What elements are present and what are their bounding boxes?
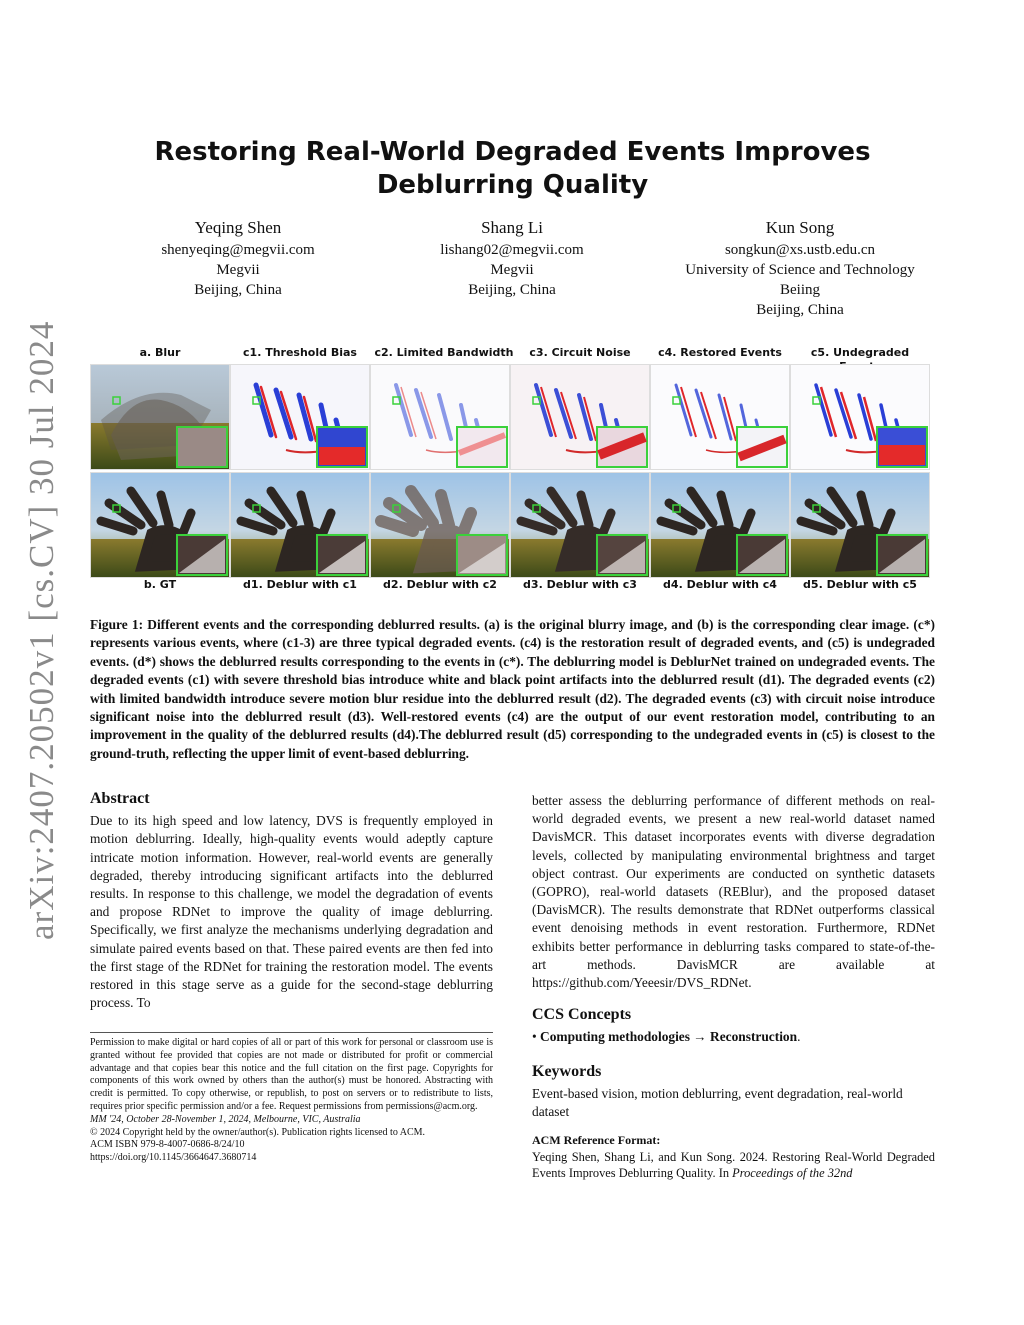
- ccs-bullet: •: [532, 1029, 541, 1045]
- doi-link[interactable]: https://doi.org/10.1145/3664647.3680714: [90, 1152, 257, 1164]
- panel-c4-events: [650, 364, 790, 470]
- panel-c1-events: [230, 364, 370, 470]
- label-a-blur: a. Blur: [139, 346, 181, 359]
- abstract-text-right: better assess the deblurring performance of different methods on real-world degraded events, we present a new real-world dataset named DavisMCR. This dataset incorporates events with diverse degradation levels, collected by manipulating environmental brightness and target object contrast. Our experiments are conducted on synthetic datasets (GOPRO), real-world datasets (REBlur), and the proposed dataset (DavisMCR). The results demonstrate that RDNet outperforms classical event denoising methods in event restoration. Furthermore, RDNet exhibits better performance in deblurring tasks compared to state-of-the-art methods. DavisMCR are available at https://github.com/Yeeesir/DVS_RDNet.: [532, 793, 935, 991]
- label-d5: d5. Deblur with c5: [803, 578, 917, 591]
- permission-footnote: [90, 1032, 493, 1165]
- label-c4: c4. Restored Events: [658, 346, 782, 359]
- panel-b-gt: [90, 472, 230, 578]
- author-name: Yeqing Shen: [194, 218, 282, 237]
- keywords-heading: Keywords: [532, 1062, 602, 1080]
- panel-d1-deblur: [230, 472, 370, 578]
- author-affiliation: Megvii: [490, 262, 534, 278]
- author-email: lishang02@megvii.com: [440, 242, 584, 258]
- label-d3: d3. Deblur with c3: [523, 578, 637, 591]
- panel-a-blur: [90, 364, 230, 470]
- author-3: [650, 216, 950, 320]
- right-column: [532, 792, 935, 1181]
- ccs-concepts: [532, 1028, 935, 1046]
- panel-c5-events: [790, 364, 930, 470]
- label-d4: d4. Deblur with c4: [663, 578, 777, 591]
- figure-caption: Figure 1: Different events and the corresponding deblurred results. (a) is the original blurry image, and (b) is the corresponding clear image. (c*) represents various events, where (c1-3) are three typical degraded events. (c4) is the restoration result of degraded events, and (c5) is undegraded events. (d*) shows the deblurred results corresponding to the events in (c*). The deblurring model is DeblurNet trained on undegraded events. The degraded events (c1) with severe threshold bias introduce white and black point artifacts into the deblurred result (d1). The degraded events (c2) with limited bandwidth introduce severe motion blur residue into the deblurred result (d2). The degraded events (c3) with circuit noise introduce significant noise into the deblurred result (d3). Well-restored events (c4) are the output of our event restoration model, contributing to an improvement in the quality of the deblurred results (d4).The deblurred result (d5) corresponding to the undegraded events in (c5) is closest to the ground-truth, reflecting the upper limit of event-based deblurring.: [90, 617, 935, 761]
- panel-c2-events: [370, 364, 510, 470]
- acm-ref-text-a: Yeqing Shen, Shang Li, and Kun Song. 2024. Restoring Real-World Degraded Events Improves Deblurring Quality. In: [532, 1150, 935, 1181]
- label-c3: c3. Circuit Noise: [529, 346, 631, 359]
- ccs-end: .: [797, 1029, 801, 1045]
- author-affiliation: University of Science and Technology: [685, 262, 915, 278]
- author-affiliation: Megvii: [216, 262, 260, 278]
- panel-d3-deblur: [510, 472, 650, 578]
- label-b-gt: b. GT: [143, 578, 177, 591]
- permission-text: Permission to make digital or hard copies of all or part of this work for personal or classroom use is granted without fee provided that copies are not made or distributed for profit or commercial advantage and that copies bear this notice and the full citation on the first page. Copyrights for components of this work owned by others than the author(s) must be honored. Abstracting with credit is permitted. To copy otherwise, or republish, to post on servers or to redistribute to lists, requires prior specific permission and/or a fee. Request permissions from permissions@acm.org.: [90, 1037, 493, 1112]
- copyright-text: © 2024 Copyright held by the owner/author(s). Publication rights licensed to ACM.: [90, 1126, 426, 1138]
- author-block: [90, 216, 935, 326]
- arxiv-sidebar-stamp: arXiv:2407.20502v1 [cs.CV] 30 Jul 2024: [22, 320, 61, 940]
- author-email: songkun@xs.ustb.edu.cn: [724, 242, 876, 258]
- isbn-text: ACM ISBN 979-8-4007-0686-8/24/10: [90, 1139, 245, 1151]
- abstract-text-left: Due to its high speed and low latency, DVS is frequently employed in motion deblurring. Ideally, high-quality events would adeptly capture intricate motion information. However, real-world events are generally degraded, thereby introducing significant artifacts into the deblurred results. In response to this challenge, we model the degradation of events and propose RDNet to improve the quality of image deblurring. Specifically, we first analyze the mechanisms underlying degradation and simulate paired events based on that. These paired events are then fed into the first stage of the RDNet for training the restoration model. The events restored in this stage serve as a guide for the second-stage deblurring process. To: [90, 813, 493, 1011]
- ccs-heading: CCS Concepts: [532, 1006, 632, 1024]
- panel-c3-events: [510, 364, 650, 470]
- author-email: shenyeqing@megvii.com: [161, 242, 315, 258]
- author-location: Beijing, China: [468, 282, 556, 298]
- author-affiliation-2: Beiing: [780, 282, 820, 298]
- label-c5: c5. Undegraded: [810, 346, 910, 359]
- keywords-text: Event-based vision, motion deblurring, event degradation, real-world dataset: [532, 1085, 903, 1120]
- label-d1: d1. Deblur with c1: [243, 578, 357, 591]
- panel-d2-deblur: [370, 472, 510, 578]
- panel-d4-deblur: [650, 472, 790, 578]
- conference-info: MM '24, October 28-November 1, 2024, Melbourne, VIC, Australia: [90, 1113, 361, 1125]
- ccs-item: Computing methodologies → Reconstruction: [540, 1029, 798, 1045]
- author-location: Beijing, China: [194, 282, 282, 298]
- paper-title: Restoring Real-World Degraded Events Improves Deblurring Quality: [154, 137, 871, 200]
- figure-1: [90, 342, 935, 598]
- author-name: Kun Song: [765, 218, 835, 237]
- acm-ref-text: [532, 1149, 935, 1181]
- author-name: Shang Li: [481, 218, 543, 237]
- panel-d5-deblur: [790, 472, 930, 578]
- label-c2: c2. Limited Bandwidth: [374, 346, 514, 359]
- acm-ref-text-b: Proceedings of the 32nd: [732, 1166, 853, 1181]
- abstract-section: [90, 790, 493, 1012]
- author-2: [412, 216, 612, 300]
- author-location: Beijing, China: [756, 302, 844, 318]
- label-c1: c1. Threshold Bias: [243, 346, 357, 359]
- author-1: [138, 216, 338, 300]
- acm-ref-heading: ACM Reference Format:: [532, 1133, 661, 1148]
- label-d2: d2. Deblur with c2: [383, 578, 497, 591]
- abstract-heading: Abstract: [90, 790, 150, 807]
